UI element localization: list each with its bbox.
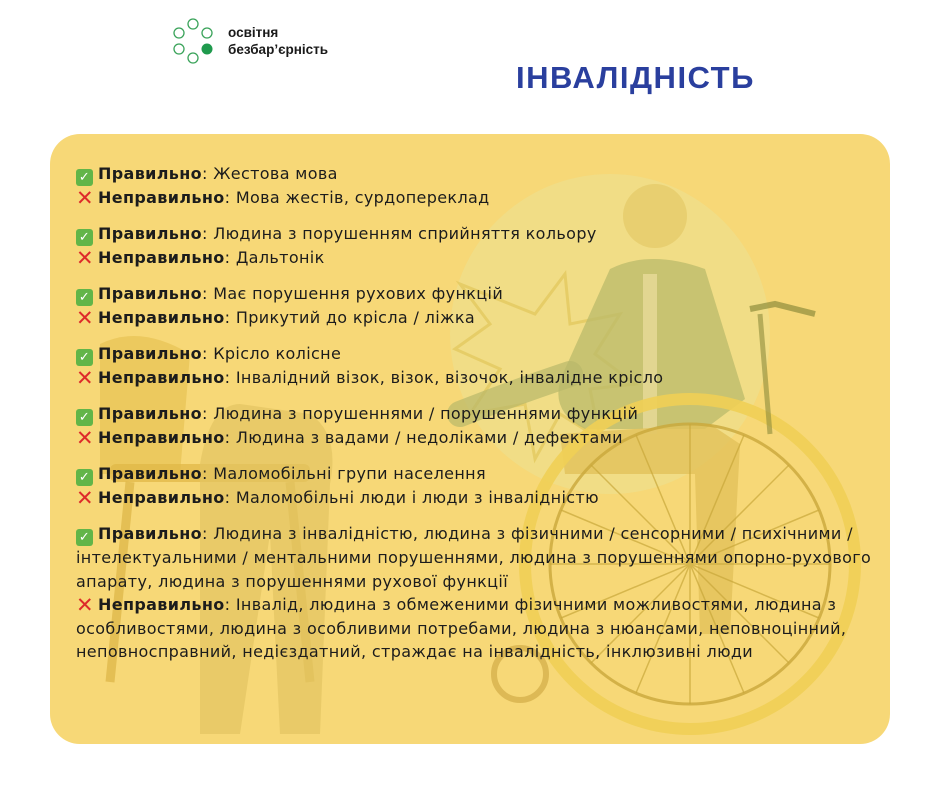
correct-text: Людина з порушенням сприйняття кольору — [213, 224, 597, 243]
correct-line: ✓ Правильно: Жестова мова — [76, 162, 876, 186]
logo — [170, 18, 328, 64]
correct-label: Правильно — [98, 284, 203, 303]
correct-text: Маломобільні групи населення — [213, 464, 486, 483]
wrong-label: Неправильно — [98, 248, 225, 267]
wrong-label: Неправильно — [98, 595, 225, 614]
logo-text — [228, 24, 328, 58]
wrong-label: Неправильно — [98, 428, 225, 447]
cross-mark-icon: ✕ — [76, 366, 94, 390]
correct-label: Правильно — [98, 464, 203, 483]
term-pair — [76, 222, 876, 270]
wrong-label: Неправильно — [98, 188, 225, 207]
wrong-text: Інвалід, людина з обмеженими фізичними можливостями, людина з особливостями, людина з особливими потребами, людина з нюансами, неповноцінний, неповносправний, недієздатний, страждає на інвалідність, інклюзивні люди — [76, 595, 847, 661]
correct-text: Людина з інвалідністю, людина з фізичними / сенсорними / психічними / інтелектуальними / ментальними порушеннями, людина з порушеннями опорно-рухового апарату, людина з порушеннями рухової функції — [76, 524, 872, 591]
term-pair — [76, 462, 876, 510]
wrong-line: ✕ Неправильно: Людина з вадами / недоліками / дефектами — [76, 426, 623, 450]
cross-mark-icon: ✕ — [76, 426, 94, 450]
wrong-label: Неправильно — [98, 368, 225, 387]
cross-mark-icon: ✕ — [76, 593, 94, 617]
check-mark-icon: ✓ — [76, 169, 93, 186]
wrong-text: Людина з вадами / недоліками / дефектами — [235, 428, 623, 447]
check-mark-icon: ✓ — [76, 529, 93, 546]
check-mark-icon: ✓ — [76, 229, 93, 246]
correct-line: ✓ Правильно: Людина з порушенням сприйняття кольору — [76, 222, 876, 246]
correct-label: Правильно — [98, 404, 203, 423]
content-card — [50, 134, 890, 744]
wrong-line: ✕ Неправильно: Дальтонік — [76, 246, 325, 270]
wrong-line: ✕ Неправильно: Мова жестів, сурдопереклад — [76, 186, 490, 210]
correct-line: ✓ Правильно: Має порушення рухових функцій — [76, 282, 876, 306]
wrong-line: ✕ Неправильно: Інвалід, людина з обмеженими фізичними можливостями, людина з особливостями, людина з особливими потребами, людина з нюансами, неповноцінний, неповносправний, недієздатний, страждає на інвалідність, інклюзивні люди — [76, 593, 847, 661]
wrong-line: ✕ Неправильно: Прикутий до крісла / ліжка — [76, 306, 475, 330]
wrong-text: Інвалідний візок, візок, візочок, інвалідне крісло — [235, 368, 664, 387]
wrong-label: Неправильно — [98, 488, 225, 507]
check-mark-icon: ✓ — [76, 469, 93, 486]
cross-mark-icon: ✕ — [76, 246, 94, 270]
correct-line: ✓ Правильно: Маломобільні групи населення — [76, 462, 876, 486]
cross-mark-icon: ✕ — [76, 306, 94, 330]
cross-mark-icon: ✕ — [76, 186, 94, 210]
correct-label: Правильно — [98, 164, 203, 183]
correct-line: ✓ Правильно: Людина з інвалідністю, людина з фізичними / сенсорними / психічними / інтелектуальними / ментальними порушеннями, людина з порушеннями опорно-рухового апарату, людина з порушеннями рухової функції — [76, 524, 872, 591]
term-pair — [76, 402, 876, 450]
correct-label: Правильно — [98, 344, 203, 363]
wrong-line: ✕ Неправильно: Інвалідний візок, візок, візочок, інвалідне крісло — [76, 366, 664, 390]
logo-line-2: безбар’єрність — [228, 42, 329, 57]
wrong-text: Дальтонік — [235, 248, 325, 267]
check-mark-icon: ✓ — [76, 289, 93, 306]
wrong-text: Маломобільні люди і люди з інвалідністю — [235, 488, 599, 507]
logo-line-1: освітня — [228, 25, 279, 40]
cross-mark-icon: ✕ — [76, 486, 94, 510]
correct-text: Крісло колісне — [213, 344, 342, 363]
term-pair — [76, 342, 876, 390]
correct-label: Правильно — [98, 524, 203, 543]
correct-text: Жестова мова — [213, 164, 338, 183]
wrong-label: Неправильно — [98, 308, 225, 327]
terms-list — [76, 162, 876, 676]
check-mark-icon: ✓ — [76, 349, 93, 366]
term-pair — [76, 282, 876, 330]
term-pair — [76, 522, 876, 664]
check-mark-icon: ✓ — [76, 409, 93, 426]
correct-label: Правильно — [98, 224, 203, 243]
correct-line: ✓ Правильно: Крісло колісне — [76, 342, 876, 366]
wrong-line: ✕ Неправильно: Маломобільні люди і люди з інвалідністю — [76, 486, 599, 510]
dots-circle-logo-icon — [170, 18, 216, 64]
correct-text: Людина з порушеннями / порушеннями функцій — [213, 404, 639, 423]
correct-text: Має порушення рухових функцій — [213, 284, 504, 303]
term-pair — [76, 162, 876, 210]
wrong-text: Прикутий до крісла / ліжка — [235, 308, 475, 327]
page-title: ІНВАЛІДНІСТЬ — [516, 60, 755, 95]
correct-line: ✓ Правильно: Людина з порушеннями / порушеннями функцій — [76, 402, 876, 426]
wrong-text: Мова жестів, сурдопереклад — [235, 188, 490, 207]
